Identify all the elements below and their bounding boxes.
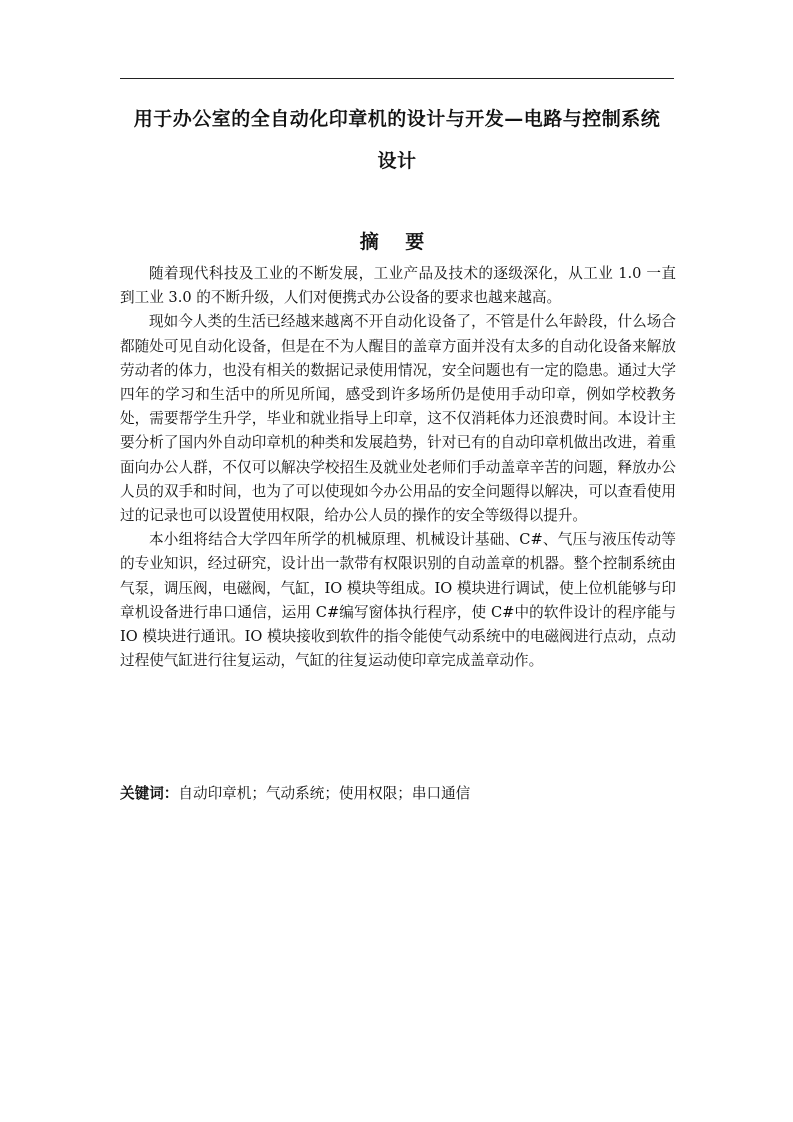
abstract-paragraph-2: 现如今人类的生活已经越来越离不开自动化设备了，不管是什么年龄段，什么场合都随处可见自动化设备，但是在不为人醒目的盖章方面并没有太多的自动化设备来解放劳动者的体力，也没有相关的数据记录使用情况，安全问题也有一定的隐患。通过大学四年的学习和生活中的所见所闻，感受到许多场所仍是使用手动印章，例如学校教务处，需要帮学生升学，毕业和就业指导上印章，这不仅消耗体力还浪费时间。本设计主要分析了国内外自动印章机的种类和发展趋势，针对已有的自动印章机做出改进，着重面向办公人群，不仅可以解决学校招生及就业处老师们手动盖章辛苦的问题，释放办公人员的双手和时间，也为了可以使现如今办公用品的安全问题得以解决，可以查看使用过的记录也可以设置使用权限，给办公人员的操作的安全等级得以提升。 bbox=[120, 313, 676, 525]
abstract-paragraph-1: 随着现代科技及工业的不断发展，工业产品及技术的逐级深化，从工业 1.0 一直到工业 3.0 的不断升级，人们对便携式办公设备的要求也越来越高。 bbox=[120, 265, 676, 307]
title-line-1: 用于办公室的全自动化印章机的设计与开发—电路与控制系统 bbox=[133, 108, 661, 130]
abstract-heading: 摘 要 bbox=[359, 231, 435, 253]
document-title bbox=[110, 98, 684, 182]
keywords bbox=[120, 782, 674, 806]
abstract-body bbox=[120, 262, 676, 673]
keywords-text: 自动印章机；气动系统；使用权限；串口通信 bbox=[178, 785, 471, 802]
abstract-paragraph-3: 本小组将结合大学四年所学的机械原理、机械设计基础、C#、气压与液压传动等的专业知识，经过研究，设计出一款带有权限识别的自动盖章的机器。整个控制系统由气泵，调压阀，电磁阀，气缸，IO 模块等组成。IO 模块进行调试，使上位机能够与印章机设备进行串口通信，运用 C#编写窗体执行程序，使 C#中的软件设计的程序能与 IO 模块进行通讯。IO 模块接收到软件的指令能使气动系统中的电磁阀进行点动，点动过程使气缸进行往复运动，气缸的往复运动使印章完成盖章动作。 bbox=[120, 531, 676, 670]
title-line-2: 设计 bbox=[377, 150, 417, 172]
keywords-label: 关键词： bbox=[120, 785, 179, 802]
header-rule bbox=[120, 78, 674, 79]
